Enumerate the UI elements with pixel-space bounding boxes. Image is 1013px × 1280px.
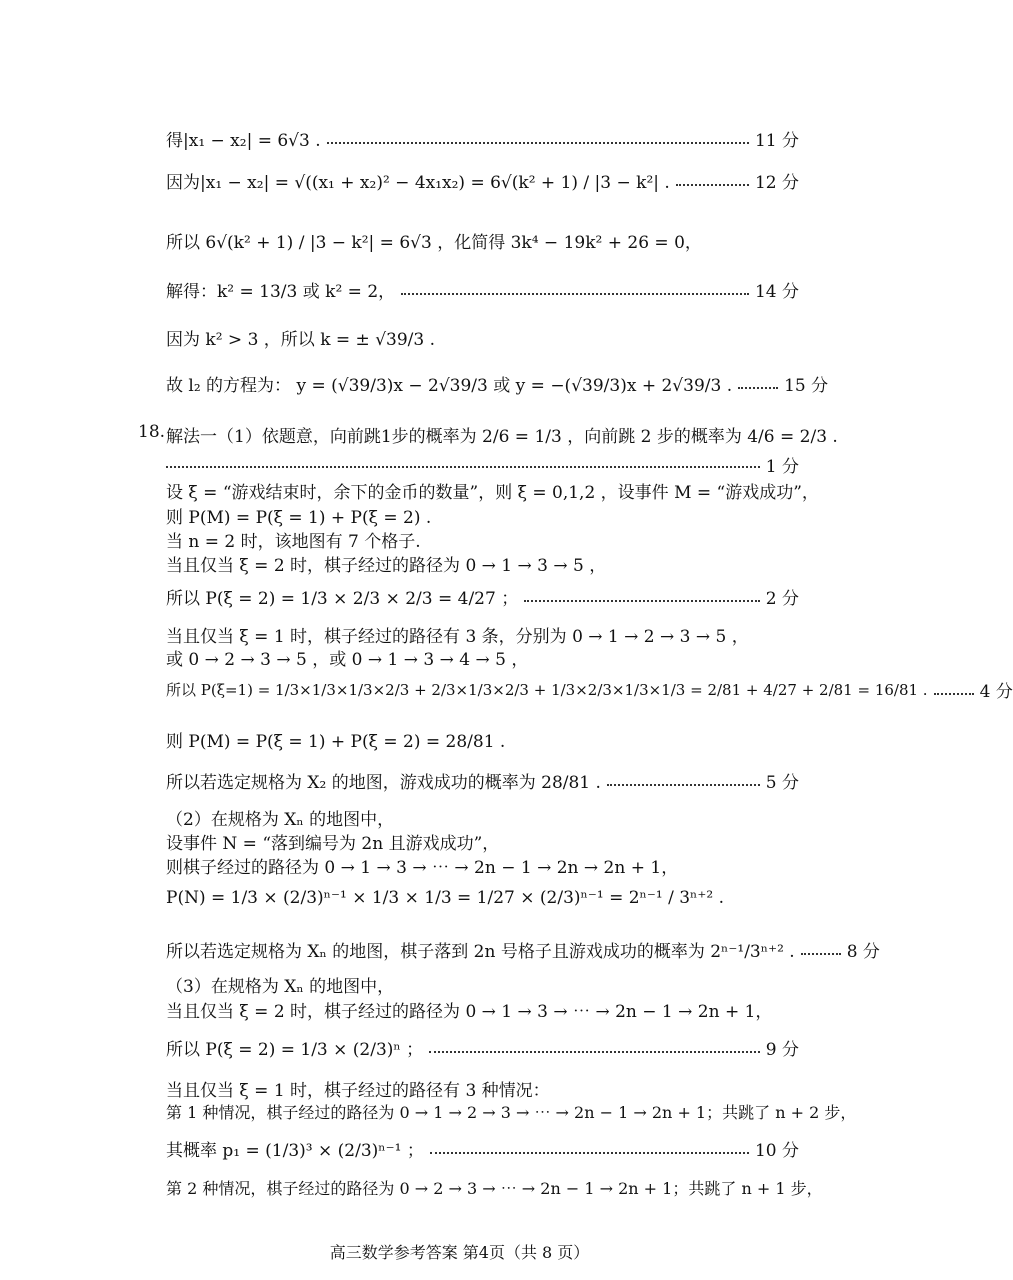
line-text: 设 ξ = “游戏结束时，余下的金币的数量”，则 ξ = 0,1,2 ，设事件 M = “游戏成功”，: [166, 483, 819, 503]
solution-line: [166, 168, 799, 193]
solution-line: [166, 228, 799, 253]
solution-line: [166, 584, 799, 609]
line-text: P(N) = 1/3 × (2/3)ⁿ⁻¹ × 1/3 × 1/3 = 1/27 × (2/3)ⁿ⁻¹ = 2ⁿ⁻¹ / 3ⁿ⁺² .: [166, 888, 724, 908]
line-text: 设事件 N = “落到编号为 2n 且游戏成功”，: [166, 834, 500, 854]
line-text: 因为|x₁ − x₂| = √((x₁ + x₂)² − 4x₁x₂) = 6√(k² + 1) / |3 − k²| .: [166, 173, 670, 193]
line-text: 所以 P(ξ = 2) = 1/3 × 2/3 × 2/3 = 4/27 ；: [166, 589, 519, 609]
score-label: 10 分: [754, 1141, 799, 1161]
solution-line: [166, 829, 799, 854]
line-text: 其概率 p₁ = (1/3)³ × (2/3)ⁿ⁻¹ ；: [166, 1141, 424, 1161]
score-label: 11 分: [754, 131, 799, 151]
line-text: 解得：k² = 13/3 或 k² = 2，: [166, 282, 396, 302]
leader-dots: [401, 292, 749, 295]
line-text: 当且仅当 ξ = 1 时，棋子经过的路径有 3 种情况：: [166, 1081, 550, 1101]
line-text: （3）在规格为 Xₙ 的地图中，: [166, 977, 395, 997]
score-label: 4 分: [979, 682, 1013, 702]
solution-line: [166, 1035, 799, 1060]
leader-dots: [429, 1050, 760, 1053]
score-label: 5 分: [765, 773, 799, 793]
solution-line: [166, 478, 819, 503]
line-text: 当且仅当 ξ = 2 时，棋子经过的路径为 0 → 1 → 3 → ⋯ → 2n − 1 → 2n + 1，: [166, 1002, 773, 1022]
line-text: 当 n = 2 时，该地图有 7 个格子.: [166, 532, 421, 552]
leader-dots: [801, 952, 841, 955]
solution-line: [166, 1176, 823, 1199]
solution-line: [166, 972, 799, 997]
score-label: 8 分: [846, 942, 880, 962]
leader-dots: [934, 692, 974, 695]
solution-line: [166, 622, 799, 647]
solution-line: [166, 371, 829, 396]
score-label: 2 分: [765, 589, 799, 609]
question-number: 18.: [138, 422, 166, 442]
line-text: 第 1 种情况，棋子经过的路径为 0 → 1 → 2 → 3 → ⋯ → 2n − 1 → 2n + 1；共跳了 n + 2 步，: [166, 1103, 857, 1122]
solution-line: [166, 677, 1013, 702]
score-label: 9 分: [765, 1040, 799, 1060]
solution-line: [166, 768, 799, 793]
solution-line: [166, 727, 799, 752]
line-text: 当且仅当 ξ = 2 时，棋子经过的路径为 0 → 1 → 3 → 5 ，: [166, 556, 607, 576]
line-text: 或 0 → 2 → 3 → 5 ，或 0 → 1 → 3 → 4 → 5 ，: [166, 650, 529, 670]
solution-line: [166, 1136, 799, 1161]
leader-dots: [166, 465, 760, 468]
score-label: 12 分: [754, 173, 799, 193]
solution-line: [166, 853, 799, 878]
solution-line: [166, 503, 799, 528]
solution-line: [166, 126, 799, 151]
page-footer: 高三数学参考答案 第4页（共 8 页）: [329, 1243, 590, 1262]
line-text: 解法一（1）依题意，向前跳1步的概率为 2/6 = 1/3 ，向前跳 2 步的概率为 4/6 = 2/3 .: [166, 427, 838, 447]
solution-line: [166, 888, 799, 908]
solution-line: [166, 277, 799, 302]
solution-line: [166, 325, 799, 350]
line-text: 所以 6√(k² + 1) / |3 − k²| = 6√3 ，化简得 3k⁴ − 19k² + 26 = 0，: [166, 233, 702, 253]
solution-line: [166, 937, 880, 962]
line-text: 因为 k² > 3 ，所以 k = ± √39/3 .: [166, 330, 436, 350]
leader-dots: [327, 141, 749, 144]
solution-line: [166, 527, 799, 552]
line-text: 当且仅当 ξ = 1 时，棋子经过的路径有 3 条，分别为 0 → 1 → 2 → 3 → 5 ，: [166, 627, 749, 647]
line-text: （2）在规格为 Xₙ 的地图中，: [166, 810, 395, 830]
solution-line: [166, 1076, 799, 1101]
solution-line: [166, 805, 799, 830]
leader-dots: [607, 783, 760, 786]
score-label: 1 分: [765, 457, 799, 477]
leader-dots: [676, 183, 749, 186]
line-text: 所以若选定规格为 X₂ 的地图，游戏成功的概率为 28/81 .: [166, 773, 601, 793]
line-text: 所以 P(ξ = 2) = 1/3 × (2/3)ⁿ ；: [166, 1040, 424, 1060]
solution-line: [166, 452, 799, 477]
line-text: 则棋子经过的路径为 0 → 1 → 3 → ⋯ → 2n − 1 → 2n → 2n + 1，: [166, 858, 679, 878]
solution-line: [166, 645, 799, 670]
leader-dots: [430, 1151, 749, 1154]
solution-line: [166, 1100, 857, 1123]
line-text: 则 P(M) = P(ξ = 1) + P(ξ = 2) = 28/81 .: [166, 732, 506, 752]
line-text: 故 l₂ 的方程为： y = (√39/3)x − 2√39/3 或 y = −(√39/3)x + 2√39/3 .: [166, 376, 733, 396]
line-text: 得|x₁ − x₂| = 6√3 .: [166, 131, 321, 151]
line-text: 第 2 种情况，棋子经过的路径为 0 → 2 → 3 → ⋯ → 2n − 1 → 2n + 1；共跳了 n + 1 步，: [166, 1179, 823, 1198]
solution-line: [166, 997, 799, 1022]
line-text: 所以若选定规格为 Xₙ 的地图，棋子落到 2n 号格子且游戏成功的概率为 2ⁿ⁻¹/3ⁿ⁺² .: [166, 942, 795, 962]
score-label: 15 分: [784, 376, 829, 396]
line-text: 所以 P(ξ=1) = 1/3×1/3×1/3×2/3 + 2/3×1/3×2/3 + 1/3×2/3×1/3×1/3 = 2/81 + 4/27 + 2/81 = 16/81 .: [166, 681, 928, 699]
leader-dots: [524, 599, 760, 602]
solution-line: [166, 551, 799, 576]
line-text: 则 P(M) = P(ξ = 1) + P(ξ = 2) .: [166, 508, 432, 528]
score-label: 14 分: [754, 282, 799, 302]
solution-line: [166, 422, 838, 447]
leader-dots: [738, 386, 778, 389]
